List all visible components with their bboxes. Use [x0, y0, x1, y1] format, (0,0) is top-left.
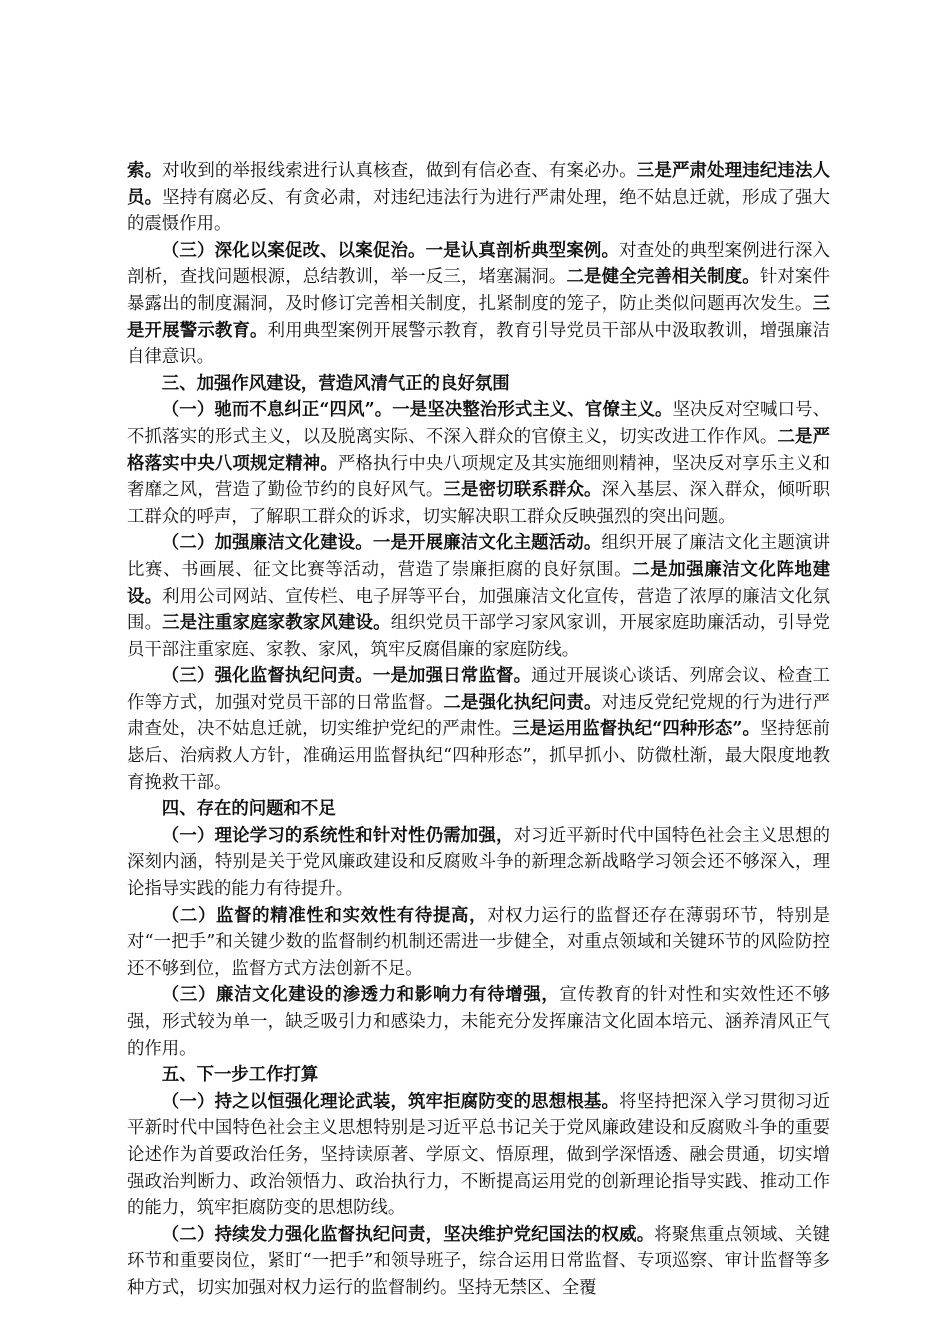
body-paragraph	[127, 663, 830, 796]
text: 利用公司网站、宣传栏、电子屏等平台，加强廉洁文化宣传，营造了浓厚的廉洁文化氛围。	[127, 586, 830, 634]
bold-text: 三是开展警示教育。	[127, 293, 830, 341]
text: 深入基层、深入群众，倾听职工群众的呼声，了解职工群众的诉求，切实解决职工群众反映强烈的突出问题。	[127, 480, 830, 527]
bold-text: 二是严格落实中央八项规定精神。	[127, 426, 830, 474]
text: 坚决反对空喊口号、不抓落实的形式主义，以及脱离实际、不深入群众的官僚主义，切实改进工作作风。	[127, 400, 830, 447]
bold-text: （一）持之以恒强化理论武装，筑牢拒腐防变的思想根基。	[161, 1091, 620, 1112]
body-paragraph	[127, 530, 830, 663]
document-body	[127, 158, 830, 1302]
bold-text: （一）理论学习的系统性和针对性仍需加强，	[161, 825, 514, 846]
bold-text: 二是强化执纪问责。	[443, 692, 602, 713]
bold-text: 五、下一步工作打算	[161, 1065, 319, 1086]
body-paragraph	[127, 1222, 830, 1302]
bold-text: （三）深化以案促改、以案促治。一是认真剖析典型案例。	[161, 240, 620, 261]
text: 对习近平新时代中国特色社会主义思想的深刻内涵，特别是关于党风廉政建设和反腐败斗争的新理念新战略学习领会还不够深入，理论指导实践的能力有待提升。	[127, 825, 830, 900]
section-heading	[127, 796, 830, 823]
bold-text: （二）监督的精准性和实效性有待提高，	[161, 905, 488, 926]
text: 对查处的典型案例进行深入剖析，查找问题根源，总结教训，举一反三，堵塞漏洞。	[127, 240, 830, 288]
text: 将坚持把深入学习贯彻习近平新时代中国特色社会主义思想特别是习近平总书记关于党风廉政建设和反腐败斗争的重要论述作为首要政治任务，坚持读原著、学原文、悟原理，做到学深悟透、融会贯通，切实增强政治判断力、政治领悟力、政治执行力，不断提高运用党的创新理论指导实践、推动工作的能力，筑牢拒腐防变的思想防线。	[127, 1091, 830, 1219]
text: 宣传教育的针对性和实效性还不够强，形式较为单一，缺乏吸引力和感染力，未能充分发挥廉洁文化固本培元、涵养清风正气的作用。	[127, 985, 830, 1059]
bold-text: 三、加强作风建设，营造风清气正的良好氛围	[161, 373, 510, 394]
body-paragraph	[127, 903, 830, 983]
body-paragraph	[127, 158, 830, 238]
body-paragraph	[127, 982, 830, 1062]
bold-text: 四、存在的问题和不足	[161, 799, 336, 820]
bold-text: （三）廉洁文化建设的渗透力和影响力有待增强，	[161, 985, 560, 1006]
body-paragraph	[127, 238, 830, 371]
text: 坚持惩前毖后、治病救人方针，准确运用监督执纪“四种形态”，抓早抓小、防微杜渐，最大限度地教育挽救干部。	[127, 719, 830, 793]
bold-text: （二）持续发力强化监督执纪问责，坚决维护党纪国法的权威。	[161, 1224, 655, 1245]
bold-text: 二是加强廉洁文化阵地建设。	[127, 559, 830, 607]
bold-text: 索。	[127, 161, 163, 181]
text: 对违反党纪党规的行为进行严肃查处，决不姑息迁就，切实维护党纪的严肃性。	[127, 692, 830, 740]
bold-text: （一）驰而不息纠正“四风”。一是坚决整治形式主义、官僚主义。	[161, 400, 673, 421]
bold-text: （二）加强廉洁文化建设。一是开展廉洁文化主题活动。	[161, 533, 602, 554]
text: 将聚焦重点领域、关键环节和重要岗位，紧盯“一把手”和领导班子，综合运用日常监督、专项巡察、审计监督等多种方式，切实加强对权力运行的监督制约。坚持无禁区、全覆	[127, 1224, 830, 1298]
body-paragraph	[127, 397, 830, 530]
text: 组织党员干部学习家风家训，开展家庭助廉活动，引导党员干部注重家庭、家教、家风，筑牢反腐倡廉的家庭防线。	[127, 613, 830, 660]
text: 严格执行中央八项规定及其实施细则精神，坚决反对享乐主义和奢靡之风，营造了勤俭节约的良好风气。	[127, 453, 830, 501]
text: 利用典型案例开展警示教育，教育引导党员干部从中汲取教训，增强廉洁自律意识。	[127, 320, 830, 368]
text: 对收到的举报线索进行认真核查，做到有信必查、有案必办。	[162, 161, 637, 181]
bold-text: 二是健全完善相关制度。	[566, 267, 760, 288]
bold-text: 三是注重家庭家教家风建设。	[162, 613, 391, 634]
body-paragraph	[127, 823, 830, 903]
text: 坚持有腐必反、有贪必肃，对违纪违法行为进行严肃处理，绝不姑息迁就，形成了强大的震慑作用。	[127, 187, 830, 235]
body-paragraph	[127, 1089, 830, 1222]
section-heading	[127, 371, 830, 398]
text: 组织开展了廉洁文化主题演讲比赛、书画展、征文比赛等活动，营造了崇廉拒腐的良好氛围。	[127, 533, 830, 580]
text: 针对案件暴露出的制度漏洞，及时修订完善相关制度，扎紧制度的笼子，防止类似问题再次发生。	[127, 267, 830, 314]
text: 对权力运行的监督还存在薄弱环节，特别是对“一把手”和关键少数的监督制约机制还需进一步健全，对重点领域和关键环节的风险防控还不够到位，监督方式方法创新不足。	[127, 905, 830, 979]
bold-text: 三是密切联系群众。	[443, 480, 602, 501]
text: 通过开展谈心谈话、列席会议、检查工作等方式，加强对党员干部的日常监督。	[127, 666, 830, 713]
bold-text: （三）强化监督执纪问责。一是加强日常监督。	[161, 666, 532, 687]
bold-text: 三是严肃处理违纪违法人员。	[127, 161, 830, 208]
bold-text: 三是运用监督执纪“四种形态”。	[512, 719, 761, 740]
section-heading	[127, 1062, 830, 1089]
